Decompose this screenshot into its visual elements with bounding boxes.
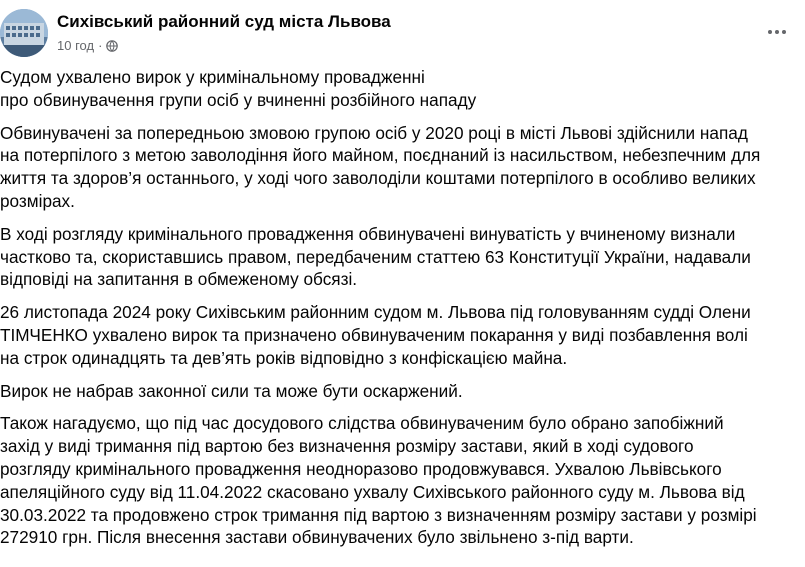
post-timestamp[interactable]: 10 год	[57, 38, 95, 53]
post-paragraph-heading: Судом ухвалено вирок у кримінальному провадженні про обвинувачення групи осіб у вчиненні розбійного нападу	[0, 67, 477, 110]
post-paragraph: 26 листопада 2024 року Сихівським районним судом м. Львова під головуванням судді Олени ТІМЧЕНКО ухвалено вирок та призначено обвинуваченим покарання у виді позбавлення волі на строк одинадцять та дев’ять років відповідно з конфіскацією майна.	[0, 302, 751, 368]
page-name-link[interactable]: Сихівський районний суд міста Львова	[57, 12, 391, 31]
building-photo	[0, 9, 48, 57]
meta-separator: ·	[98, 38, 103, 53]
post-paragraph: Вирок не набрав законної сили та може бути оскаржений.	[0, 380, 463, 401]
post-paragraph: Обвинувачені за попередньою змовою групою осіб у 2020 році в місті Львові здійснили напад на потерпілого з метою заволодіння його майном, поєднаний із насильством, небезпечним для життя та здоров’я останнього, у ході чого заволоділи коштами потерпілого в особливо великих розмірах.	[0, 122, 761, 211]
more-options-icon	[768, 30, 772, 34]
post-text	[0, 66, 805, 559]
post-header	[0, 0, 805, 68]
page-avatar[interactable]	[0, 9, 48, 57]
post-meta	[57, 38, 118, 53]
post-paragraph: Також нагадуємо, що під час досудового слідства обвинуваченим було обрано запобіжний захід у виді тримання під вартою без визначення розміру застави, який в ході судового розгляду кримінального провадження неодноразово продовжувався. Ухвалою Львівського апеляційного суду від 11.04.2022 скасовано ухвалу Сихівського районного суду м. Львова від 30.03.2022 та продовжено строк тримання під вартою з визначенням розміру застави у розмірі 272910 грн. Після внесення застави обвинувачених було звільнено з-під варти.	[0, 413, 757, 548]
globe-icon[interactable]	[106, 40, 118, 52]
more-options-button[interactable]	[763, 20, 791, 44]
post-paragraph: В ході розгляду кримінального провадження обвинувачені винуватість у вчиненому визнали частково та, скориставшись правом, передбаченим статтею 63 Конституції України, надавали відповіді на запитання в обмеженому обсязі.	[0, 223, 751, 290]
